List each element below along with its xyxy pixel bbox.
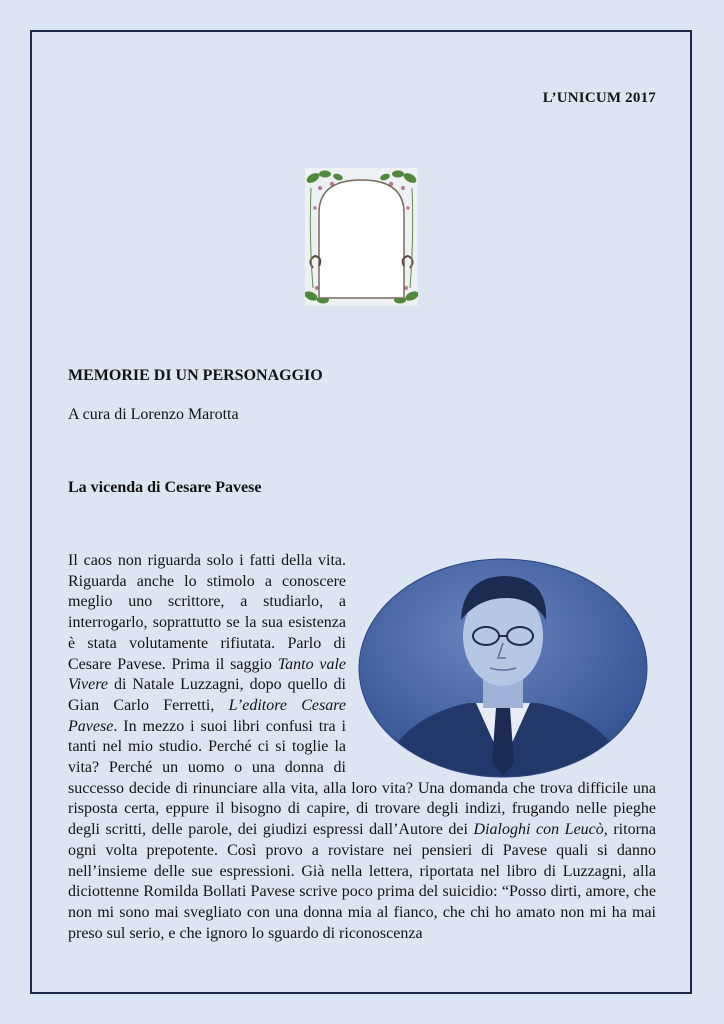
book-title-tanto-vale-vivere: Tanto vale Vivere [68,655,346,694]
floral-frame-icon [305,168,418,306]
body-text: ritorna ogni volta prepotente. Così provo a rovistare nei pensieri di Pavese quali si danno nell’insieme delle sue espressioni. Già nella lettera, riportata nel libro di Luzzagni, alla diciottenne Romilda Bollati Pavese scrive poco prima del suicidio: “Posso dirti, amore, che non mi sono mai svegliato con una donna mia al fianco, che chi ho amato non mi ha mai preso sul serio, e che ignoro lo sguardo di riconoscenza [68,821,656,942]
byline: A cura di Lorenzo Marotta [68,406,239,423]
book-title-dialoghi: Dialoghi con Leucò, [473,821,608,839]
body-text: . In mezzo i suoi libri confusi tra i tanti nel mio studio. Perché ci si toglie la vita? Perché un uomo o una donna di successo decide di rinunciare alla vita, alla loro vita? Una domanda che trova difficile una risposta certa, eppure il bisogno di capire, di trovare degli indizi, frugando nelle pieghe degli scritti, delle parole, dei giudizi espressi dall’Autore dei [68,717,656,839]
body-text: Il caos non riguarda solo i fatti della vita. Riguarda anche lo stimolo a conoscere meglio uno scrittore, a studiarlo, a interrogarlo, soprattutto se la sua esistenza è stata volutamente rifiutata. Parlo di Cesare Pavese. Prima il saggio [68,552,346,673]
book-title-editore: L’editore Cesare Pavese [68,696,346,735]
article-body [68,551,656,944]
section-title: MEMORIE DI UN PERSONAGGIO [68,367,323,384]
photo-spacer [354,551,656,776]
body-text: di Natale Luzzagni, dopo quello di Gian Carlo Ferretti, [68,676,346,714]
article-title: La vicenda di Cesare Pavese [68,479,262,496]
publication-header: L’UNICUM 2017 [542,90,656,106]
